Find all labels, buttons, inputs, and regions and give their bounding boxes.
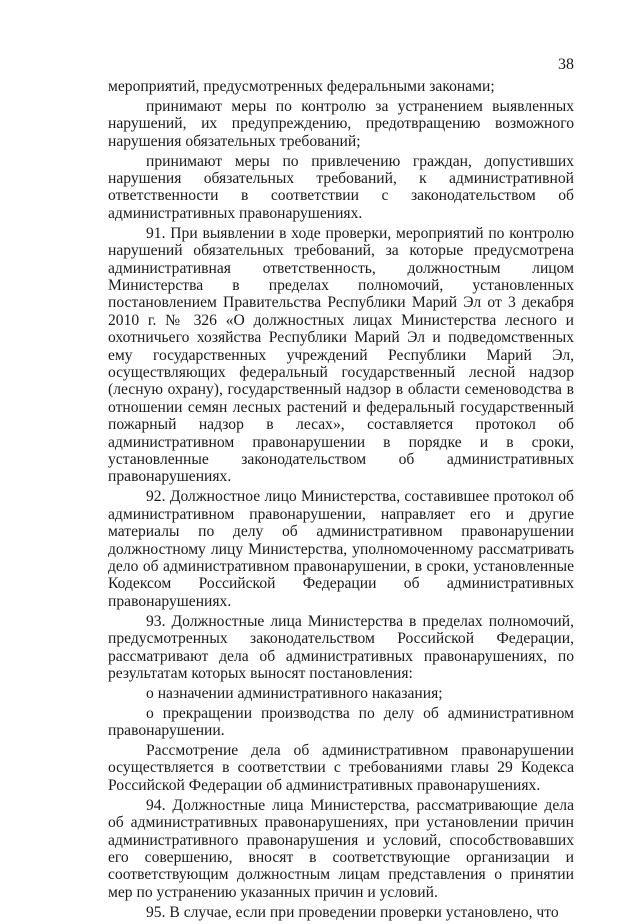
- paragraph-measures-control: принимают меры по контролю за устранением выявленных нарушений, их предупреждению, предотвращению возможного нарушения обязательных требований;: [108, 97, 574, 150]
- paragraph-consideration: Рассмотрение дела об административном правонарушении осуществляется в соответствии с требованиями главы 29 Кодекса Российской Федерации об административных правонарушениях.: [108, 742, 574, 794]
- paragraph-measures-liability: принимают меры по привлечению граждан, допустивших нарушения обязательных требований, к административной ответственности в соответствии с законодательством об административных правонарушениях.: [108, 152, 574, 222]
- paragraph-95: 95. В случае, если при проведении проверки установлено, что: [146, 903, 559, 921]
- paragraph-94: 94. Должностные лица Министерства, рассматривающие дела об административных правонарушениях, при установлении причин административного правонарушения и условий, способствовавших его совершению, вносят в соответствующие организации и соответствующим должностным лицам представления о принятии мер по устранению указанных причин и условий.: [108, 796, 574, 901]
- paragraph-penalty: о назначении административного наказания;: [146, 684, 443, 702]
- paragraph-93: 93. Должностные лица Министерства в пределах полномочий, предусмотренных законодательством Российской Федерации, рассматривают дела об административных правонарушениях, по результатам которых выносят постановления:: [108, 612, 574, 682]
- paragraph-92: 92. Должностное лицо Министерства, составившее протокол об административном правонарушении, направляет его и другие материалы по делу об административном правонарушении должностному лицу Министерства, уполномоченному рассматривать дело об административном правонарушении, в сроки, установленные Кодексом Российской Федерации об административных правонарушениях.: [108, 488, 574, 610]
- document-body: [108, 78, 574, 924]
- page-number: 38: [558, 56, 574, 73]
- paragraph-91: 91. При выявлении в ходе проверки, мероприятий по контролю нарушений обязательных требований, за которые предусмотрена административная ответственность, должностным лицом Министерства в пределах полномочий, установленных постановлением Правительства Республики Марий Эл от 3 декабря 2010 г. № 326 «О должностных лицах Министерства лесного и охотничьего хозяйства Республики Марий Эл и подведомственных ему государственных учреждений Республики Марий Эл, осуществляющих федеральный государственный лесной надзор (лесную охрану), государственный надзор в области семеноводства в отношении семян лесных растений и федеральный государственный пожарный надзор в лесах», составляется протокол об административном правонарушении в порядке и в сроки, установленные законодательством об административных правонарушениях.: [108, 224, 574, 486]
- paragraph-continuation: мероприятий, предусмотренных федеральными законами;: [108, 78, 495, 95]
- paragraph-termination: о прекращении производства по делу об административном правонарушении.: [108, 704, 574, 740]
